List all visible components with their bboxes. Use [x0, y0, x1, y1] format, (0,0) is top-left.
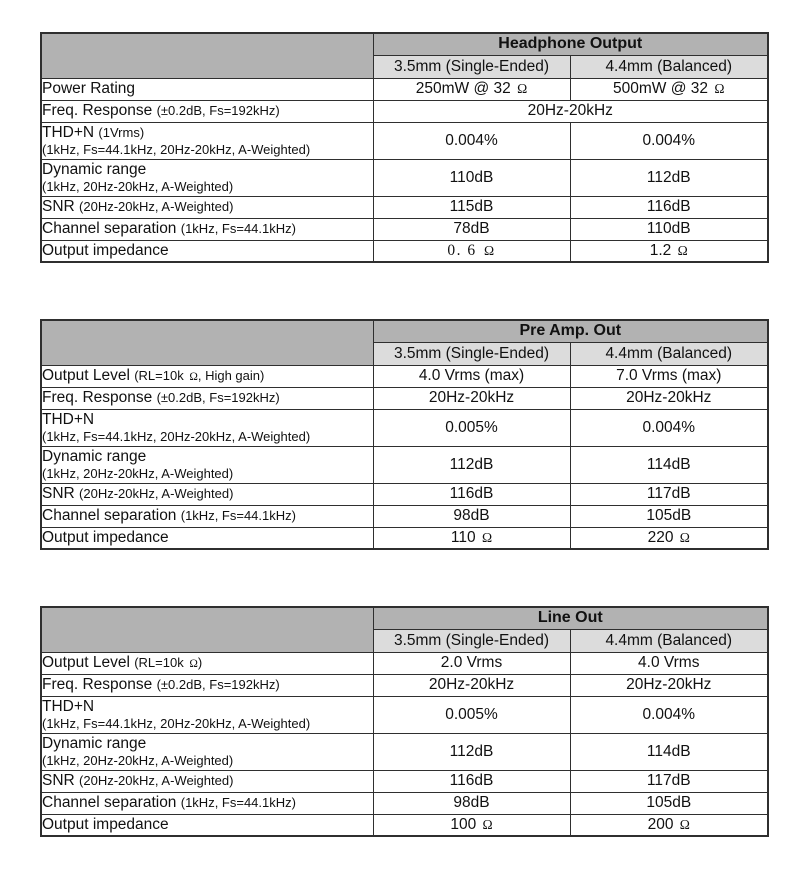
spec-row — [41, 122, 768, 159]
spec-label-condition: (1kHz, Fs=44.1kHz) — [180, 221, 296, 236]
spec-label — [41, 240, 373, 262]
spec-label — [41, 792, 373, 814]
spec-label-main: Output impedance — [42, 815, 169, 833]
spec-value: 4.0 Vrms (max) — [373, 365, 570, 387]
spec-value: 116dB — [373, 483, 570, 505]
column-header-balanced: 4.4mm (Balanced) — [570, 55, 768, 78]
spec-label — [41, 696, 373, 733]
ohm-symbol: Ω — [679, 529, 690, 545]
spec-row — [41, 652, 768, 674]
spec-value: 117dB — [570, 483, 768, 505]
spec-label-main: THD+N — [42, 124, 95, 141]
spec-value: 105dB — [570, 505, 768, 527]
spec-value: 112dB — [570, 159, 768, 196]
spec-value: 116dB — [570, 196, 768, 218]
spec-label-main: Freq. Response — [42, 389, 153, 406]
spec-row — [41, 733, 768, 770]
spec-label-condition: (20Hz-20kHz, A-Weighted) — [79, 486, 234, 501]
spec-label — [41, 387, 373, 409]
spec-label-condition: (1Vrms) — [98, 125, 145, 140]
spec-value: 110 Ω — [373, 527, 570, 549]
corner-cell — [41, 607, 373, 652]
spec-row — [41, 527, 768, 549]
spec-label-main: Dynamic range — [42, 448, 147, 465]
spec-row — [41, 770, 768, 792]
spec-row — [41, 78, 768, 100]
column-header-single-ended: 3.5mm (Single-Ended) — [373, 342, 570, 365]
spec-label — [41, 483, 373, 505]
spec-value: 250mW @ 32 Ω — [373, 78, 570, 100]
spec-label — [41, 527, 373, 549]
spec-value: 20Hz-20kHz — [570, 674, 768, 696]
table-header-row — [41, 33, 768, 55]
spec-row — [41, 218, 768, 240]
spec-row — [41, 159, 768, 196]
spec-label — [41, 409, 373, 446]
spec-label-main: Freq. Response — [42, 102, 153, 119]
spec-value: 112dB — [373, 733, 570, 770]
spec-value: 500mW @ 32 Ω — [570, 78, 768, 100]
table-title: Headphone Output — [373, 33, 768, 55]
spec-label-main: Output impedance — [42, 528, 169, 546]
spec-value: 20Hz-20kHz — [373, 387, 570, 409]
spec-label-main: THD+N — [42, 698, 95, 715]
ohm-symbol: Ω — [482, 816, 493, 832]
spec-label-main: Channel separation — [42, 507, 177, 524]
spec-value: 7.0 Vrms (max) — [570, 365, 768, 387]
spec-label — [41, 814, 373, 836]
spec-label — [41, 770, 373, 792]
spec-row — [41, 100, 768, 122]
spec-value: 0.005% — [373, 409, 570, 446]
spec-value: 114dB — [570, 446, 768, 483]
spec-row — [41, 240, 768, 262]
column-header-single-ended: 3.5mm (Single-Ended) — [373, 629, 570, 652]
spec-row — [41, 696, 768, 733]
spec-label-main: SNR — [42, 772, 75, 789]
spec-label-main: Output impedance — [42, 241, 169, 259]
spec-value: 117dB — [570, 770, 768, 792]
spec-value: 110dB — [373, 159, 570, 196]
corner-cell — [41, 320, 373, 365]
spec-label — [41, 652, 373, 674]
spec-value: 200 Ω — [570, 814, 768, 836]
spec-value: 1.2 Ω — [570, 240, 768, 262]
spec-label-subline: (1kHz, 20Hz-20kHz, A-Weighted) — [42, 466, 234, 481]
spec-label-main: Power Rating — [42, 80, 136, 97]
spec-label-condition: (±0.2dB, Fs=192kHz) — [156, 103, 280, 118]
spec-label-main: Freq. Response — [42, 676, 153, 693]
spec-label — [41, 78, 373, 100]
spec-label-main: Dynamic range — [42, 735, 147, 752]
spec-row — [41, 196, 768, 218]
spec-label-main: SNR — [42, 198, 75, 215]
spec-value: 2.0 Vrms — [373, 652, 570, 674]
spec-label — [41, 365, 373, 387]
ohm-symbol: Ω — [483, 242, 496, 258]
spec-label-condition: (RL=10k Ω) — [134, 654, 203, 670]
spec-label — [41, 100, 373, 122]
spec-value: 115dB — [373, 196, 570, 218]
spec-label — [41, 196, 373, 218]
column-header-single-ended: 3.5mm (Single-Ended) — [373, 55, 570, 78]
ohm-symbol: Ω — [677, 242, 688, 258]
spec-value: 105dB — [570, 792, 768, 814]
spec-value: 0.004% — [570, 409, 768, 446]
table-header-row — [41, 320, 768, 342]
spec-value: 110dB — [570, 218, 768, 240]
spec-label-subline: (1kHz, Fs=44.1kHz, 20Hz-20kHz, A-Weighted) — [42, 429, 311, 444]
spec-label — [41, 505, 373, 527]
spec-label-condition: (RL=10k Ω, High gain) — [134, 367, 265, 383]
spec-label-subline: (1kHz, Fs=44.1kHz, 20Hz-20kHz, A-Weighted) — [42, 142, 311, 157]
column-header-balanced: 4.4mm (Balanced) — [570, 629, 768, 652]
spec-value: 0.004% — [570, 122, 768, 159]
spec-row — [41, 387, 768, 409]
spec-label-condition: (1kHz, Fs=44.1kHz) — [180, 508, 296, 523]
spec-row — [41, 483, 768, 505]
spec-row — [41, 446, 768, 483]
spec-row — [41, 674, 768, 696]
spec-value: 220 Ω — [570, 527, 768, 549]
ohm-symbol: Ω — [714, 81, 725, 96]
spec-label — [41, 446, 373, 483]
table-title: Pre Amp. Out — [373, 320, 768, 342]
ohm-symbol: Ω — [189, 657, 198, 670]
spec-label-condition: (20Hz-20kHz, A-Weighted) — [79, 199, 234, 214]
spec-label-main: Channel separation — [42, 220, 177, 237]
spec-label-condition: (1kHz, Fs=44.1kHz) — [180, 795, 296, 810]
table-title: Line Out — [373, 607, 768, 629]
spec-label — [41, 159, 373, 196]
spec-label-main: THD+N — [42, 411, 95, 428]
spec-row — [41, 505, 768, 527]
spec-row — [41, 365, 768, 387]
spec-value: 20Hz-20kHz — [570, 387, 768, 409]
spec-label-condition: (±0.2dB, Fs=192kHz) — [156, 390, 280, 405]
spec-label — [41, 218, 373, 240]
headphone-output-table — [40, 32, 769, 263]
ohm-symbol: Ω — [189, 370, 198, 383]
spec-label-main: Output Level — [42, 653, 130, 671]
pre-amp-out-table — [40, 319, 769, 550]
spec-value: 0. 6 Ω — [373, 240, 570, 262]
ohm-symbol: Ω — [679, 816, 690, 832]
spec-label — [41, 674, 373, 696]
spec-label-subline: (1kHz, 20Hz-20kHz, A-Weighted) — [42, 753, 234, 768]
spec-row — [41, 814, 768, 836]
spec-label-condition: (20Hz-20kHz, A-Weighted) — [79, 773, 234, 788]
spec-sheet — [40, 32, 767, 873]
line-out-table — [40, 606, 769, 837]
spec-label-main: SNR — [42, 485, 75, 502]
spec-label-main: Dynamic range — [42, 161, 147, 178]
spec-value: 116dB — [373, 770, 570, 792]
spec-row — [41, 409, 768, 446]
spec-label-subline: (1kHz, Fs=44.1kHz, 20Hz-20kHz, A-Weighted) — [42, 716, 311, 731]
spec-value: 20Hz-20kHz — [373, 674, 570, 696]
corner-cell — [41, 33, 373, 78]
column-header-balanced: 4.4mm (Balanced) — [570, 342, 768, 365]
spec-value: 100 Ω — [373, 814, 570, 836]
spec-value: 0.004% — [373, 122, 570, 159]
spec-value: 98dB — [373, 505, 570, 527]
ohm-symbol: Ω — [481, 529, 493, 545]
spec-value: 112dB — [373, 446, 570, 483]
spec-value: 0.004% — [570, 696, 768, 733]
ohm-symbol: Ω — [517, 81, 528, 96]
spec-value: 4.0 Vrms — [570, 652, 768, 674]
spec-value: 114dB — [570, 733, 768, 770]
table-header-row — [41, 607, 768, 629]
spec-label-subline: (1kHz, 20Hz-20kHz, A-Weighted) — [42, 179, 234, 194]
spec-label — [41, 733, 373, 770]
spec-label-main: Channel separation — [42, 794, 177, 811]
spec-row — [41, 792, 768, 814]
spec-label — [41, 122, 373, 159]
spec-label-condition: (±0.2dB, Fs=192kHz) — [156, 677, 280, 692]
spec-value: 78dB — [373, 218, 570, 240]
spec-value: 98dB — [373, 792, 570, 814]
spec-label-main: Output Level — [42, 366, 130, 384]
spec-value: 0.005% — [373, 696, 570, 733]
spec-value-merged: 20Hz-20kHz — [373, 100, 768, 122]
